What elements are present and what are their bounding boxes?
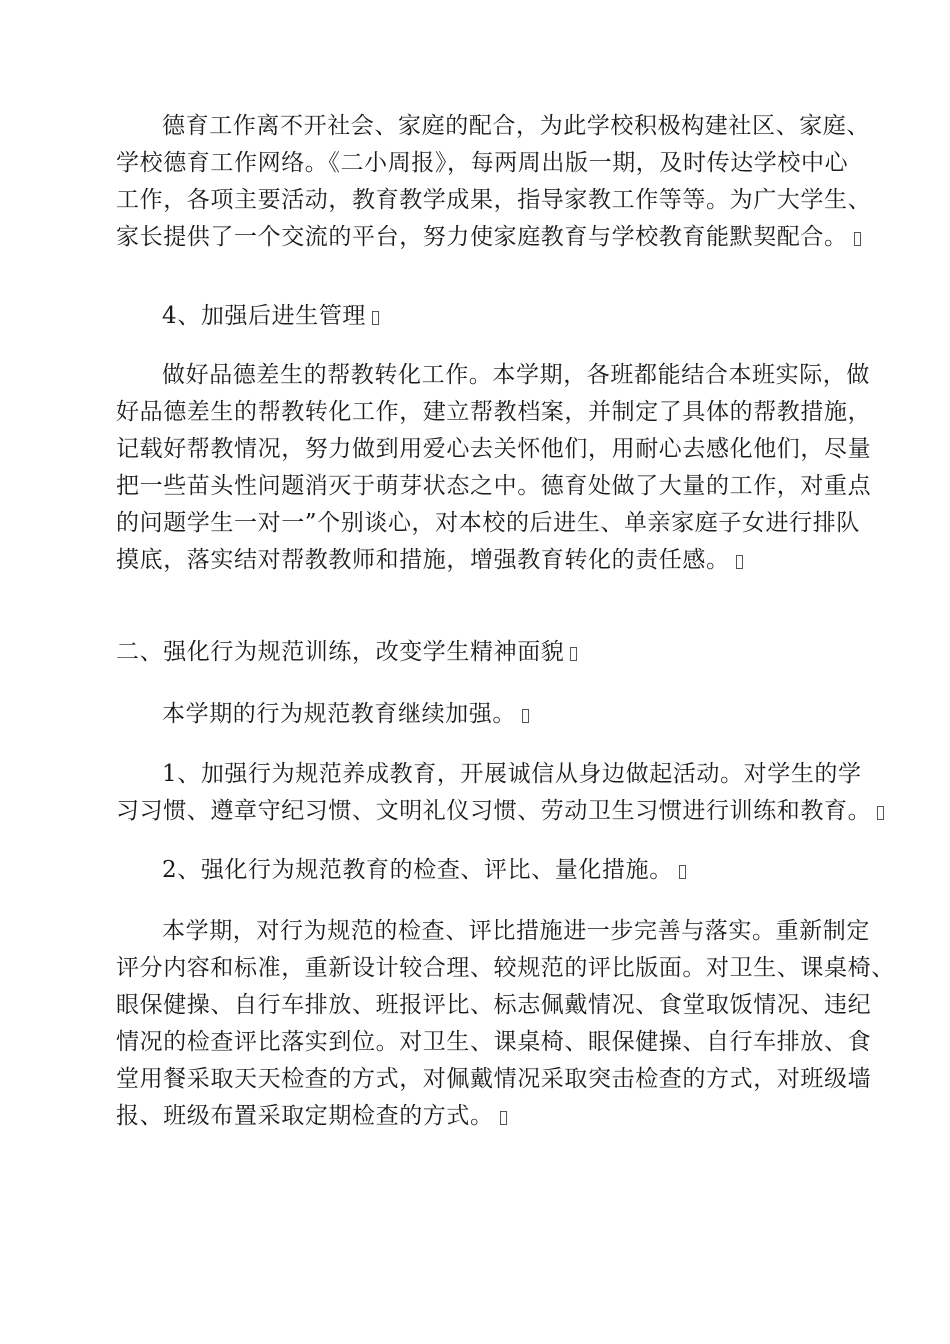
text-line-last: [116, 298, 856, 335]
paragraph-mark-icon: [679, 865, 686, 879]
text-line: 1、加强行为规范养成教育，开展诚信从身边做起活动。对学生的学: [162, 761, 862, 787]
text-line-last: [116, 634, 856, 671]
text-line: 把一些苗头性问题消灭于萌芽状态之中。德育处做了大量的工作，对重点: [116, 473, 872, 499]
paragraph-intro: [116, 696, 856, 733]
paragraph-underachiever-support: [116, 357, 872, 579]
paragraph-mark-icon: [372, 311, 379, 325]
paragraph-mark-icon: [500, 1111, 507, 1125]
text-line-last: [116, 542, 856, 579]
text-line: 的问题学生一对一”个别谈心，对本校的后进生、单亲家庭子女进行排队: [116, 510, 860, 536]
text-line: 眼保健操、自行车排放、班报评比、标志佩戴情况、食堂取饭情况、违纪: [116, 992, 872, 1018]
heading-item-4: [116, 298, 856, 335]
text-line: 记载好帮教情况，努力做到用爱心去关怀他们，用耐心去感化他们，尽量: [116, 436, 872, 462]
text-line-last: [116, 696, 856, 733]
paragraph-inspection-measures: [116, 913, 895, 1135]
text-line: 学校德育工作网络。《二小周报》，每两周出版一期，及时传达学校中心: [116, 150, 849, 176]
text-line: 德育工作离不开社会、家庭的配合，为此学校积极构建社区、家庭、: [162, 113, 870, 139]
paragraph-mark-icon: [570, 647, 577, 661]
text-line: 本学期，对行为规范的检查、评比措施进一步完善与落实。重新制定: [162, 918, 870, 944]
text-line-content: 习习惯、遵章守纪习惯、文明礼仪习惯、劳动卫生习惯进行训练和教育。: [116, 798, 872, 824]
text-line-last: [116, 219, 856, 256]
paragraph-home-school-cooperation: [116, 108, 872, 256]
text-line-last: [116, 852, 856, 889]
paragraph-item-1: [116, 756, 872, 830]
section-heading-2: [116, 634, 856, 671]
text-line-content: 家长提供了一个交流的平台，努力使家庭教育与学校教育能默契配合。: [116, 224, 848, 250]
paragraph-mark-icon: [877, 806, 884, 820]
text-line: 堂用餐采取天天检查的方式，对佩戴情况采取突击检查的方式，对班级墙: [116, 1066, 872, 1092]
text-line-content: 报、班级布置采取定期检查的方式。: [116, 1103, 494, 1129]
paragraph-item-2: [116, 852, 856, 889]
paragraph-mark-icon: [522, 709, 529, 723]
text-line-content: 2、强化行为规范教育的检查、评比、量化措施。: [162, 857, 673, 883]
text-line-content: 4、加强后进生管理: [162, 303, 367, 329]
text-line: 工作，各项主要活动，教育教学成果，指导家教工作等等。为广大学生、: [116, 187, 872, 213]
text-line: 评分内容和标准，重新设计较合理、较规范的评比版面。对卫生、课桌椅、: [116, 955, 895, 981]
text-line-content: 本学期的行为规范教育继续加强。: [162, 701, 516, 727]
paragraph-mark-icon: [854, 232, 861, 246]
text-line: 做好品德差生的帮教转化工作。本学期，各班都能结合本班实际，做: [162, 362, 870, 388]
text-line-content: 摸底，落实结对帮教教师和措施，增强教育转化的责任感。: [116, 547, 730, 573]
text-line: 好品德差生的帮教转化工作，建立帮教档案，并制定了具体的帮教措施，: [116, 399, 872, 425]
text-line-last: [116, 793, 872, 830]
text-line-last: [116, 1098, 856, 1135]
paragraph-mark-icon: [736, 555, 743, 569]
text-line-content: 二、强化行为规范训练，改变学生精神面貌: [116, 639, 565, 665]
text-line: 情况的检查评比落实到位。对卫生、课桌椅、眼保健操、自行车排放、食: [116, 1029, 872, 1055]
